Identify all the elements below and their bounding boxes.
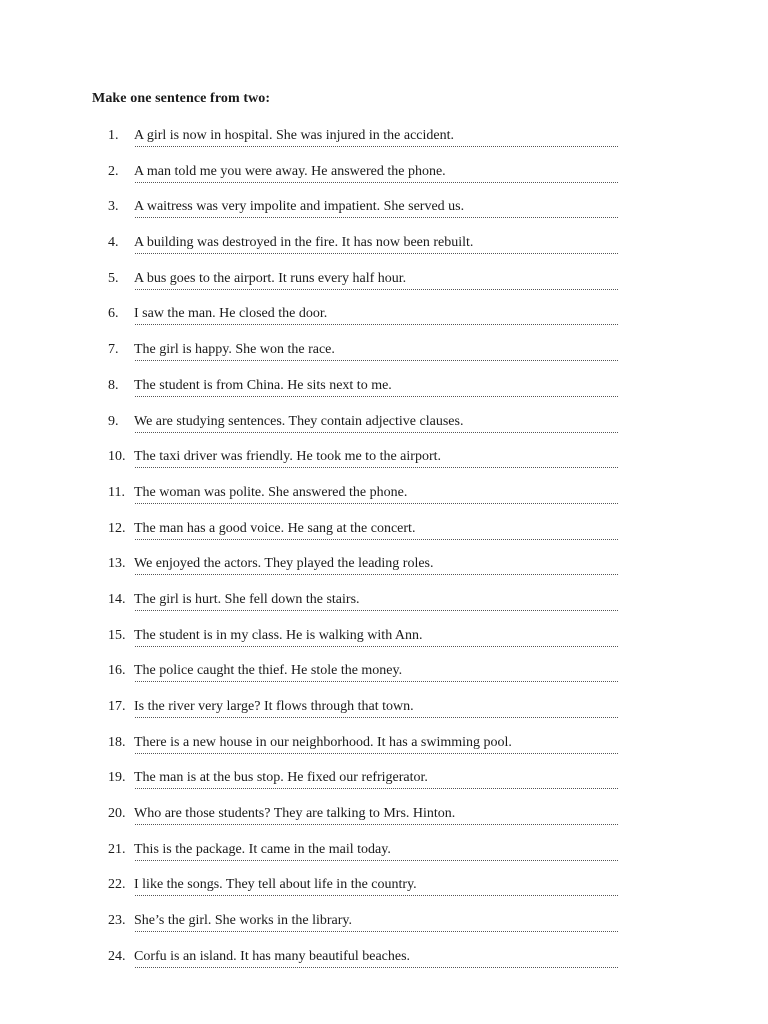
item-sentence: Is the river very large? It flows through that town. (134, 699, 414, 714)
item-number: 17. (108, 699, 126, 714)
item-number: 18. (108, 734, 126, 750)
answer-dotted-line (135, 182, 618, 183)
item-sentence: A bus goes to the airport. It runs every half hour. (134, 270, 407, 286)
item-sentence: I like the songs. They tell about life in the country. (134, 877, 417, 893)
exercise-item (0, 734, 768, 770)
answer-dotted-line (135, 574, 618, 575)
item-number: 4. (108, 235, 119, 251)
answer-dotted-line (135, 146, 618, 147)
answer-dotted-line (135, 289, 618, 290)
answer-dotted-line (135, 717, 618, 718)
item-sentence: The woman was polite. She answered the phone. (134, 484, 408, 500)
answer-dotted-line (135, 539, 618, 540)
item-number: 6. (108, 306, 119, 322)
item-sentence: The man is at the bus stop. He fixed our refrigerator. (134, 770, 428, 786)
item-sentence: A waitress was very impolite and impatient. She served us. (134, 199, 465, 215)
exercise-item (0, 841, 768, 877)
item-number: 7. (108, 342, 119, 358)
exercise-list (0, 127, 768, 984)
exercise-item (0, 377, 768, 413)
item-number: 2. (108, 163, 119, 179)
item-number: 20. (108, 806, 126, 822)
exercise-item (0, 591, 768, 627)
answer-dotted-line (135, 681, 618, 682)
item-sentence: The police caught the thief. He stole the money. (134, 663, 403, 679)
item-number: 21. (108, 841, 126, 857)
exercise-item (0, 520, 768, 556)
answer-dotted-line (135, 432, 618, 433)
item-number: 8. (108, 377, 119, 393)
answer-dotted-line (135, 753, 618, 754)
item-sentence: Who are those students? They are talking to Mrs. Hinton. (134, 806, 456, 822)
item-sentence: A building was destroyed in the fire. It has now been rebuilt. (134, 235, 474, 251)
item-sentence: The student is from China. He sits next to me. (134, 377, 392, 393)
item-sentence: A girl is now in hospital. She was injured in the accident. (134, 128, 455, 143)
item-number: 9. (108, 413, 119, 429)
item-number: 16. (108, 663, 126, 679)
item-sentence: The man has a good voice. He sang at the concert. (134, 520, 416, 536)
item-sentence: She’s the girl. She works in the library. (134, 913, 353, 929)
answer-dotted-line (135, 253, 618, 254)
exercise-item (0, 769, 768, 805)
exercise-item (0, 948, 768, 984)
exercise-item (0, 270, 768, 306)
exercise-item (0, 198, 768, 234)
exercise-item (0, 805, 768, 841)
answer-dotted-line (135, 824, 618, 825)
item-number: 3. (108, 199, 119, 215)
item-sentence: The student is in my class. He is walking with Ann. (134, 627, 423, 643)
item-sentence: There is a new house in our neighborhood. It has a swimming pool. (134, 734, 512, 750)
item-number: 10. (108, 449, 126, 465)
item-number: 12. (108, 520, 126, 536)
exercise-item (0, 448, 768, 484)
answer-dotted-line (135, 860, 618, 861)
item-sentence: This is the package. It came in the mail today. (134, 841, 391, 857)
exercise-item (0, 413, 768, 449)
worksheet-title: Make one sentence from two: (92, 91, 271, 106)
exercise-item (0, 698, 768, 734)
item-sentence: The girl is hurt. She fell down the stairs. (134, 591, 360, 607)
item-number: 1. (108, 128, 119, 143)
item-number: 23. (108, 913, 126, 929)
exercise-item (0, 662, 768, 698)
answer-dotted-line (135, 895, 618, 896)
exercise-item (0, 305, 768, 341)
exercise-item (0, 163, 768, 199)
answer-dotted-line (135, 396, 618, 397)
answer-dotted-line (135, 467, 618, 468)
answer-dotted-line (135, 646, 618, 647)
answer-dotted-line (135, 503, 618, 504)
item-sentence: We enjoyed the actors. They played the leading roles. (134, 556, 434, 572)
answer-dotted-line (135, 324, 618, 325)
item-sentence: Corfu is an island. It has many beautiful beaches. (134, 948, 411, 964)
answer-dotted-line (135, 967, 618, 968)
answer-dotted-line (135, 931, 618, 932)
item-sentence: A man told me you were away. He answered the phone. (134, 163, 446, 179)
exercise-item (0, 484, 768, 520)
exercise-item (0, 627, 768, 663)
exercise-item (0, 127, 768, 163)
item-number: 5. (108, 270, 119, 286)
item-number: 14. (108, 591, 126, 607)
exercise-item (0, 234, 768, 270)
item-number: 11. (108, 484, 125, 500)
exercise-item (0, 341, 768, 377)
item-sentence: The girl is happy. She won the race. (134, 342, 335, 358)
item-number: 13. (108, 556, 126, 572)
item-sentence: I saw the man. He closed the door. (134, 306, 328, 322)
answer-dotted-line (135, 360, 618, 361)
exercise-item (0, 912, 768, 948)
item-sentence: We are studying sentences. They contain adjective clauses. (134, 413, 464, 429)
answer-dotted-line (135, 788, 618, 789)
item-number: 19. (108, 770, 126, 786)
exercise-item (0, 876, 768, 912)
item-sentence: The taxi driver was friendly. He took me to the airport. (134, 449, 441, 465)
item-number: 22. (108, 877, 126, 893)
exercise-item (0, 555, 768, 591)
answer-dotted-line (135, 610, 618, 611)
item-number: 24. (108, 948, 126, 964)
item-number: 15. (108, 627, 126, 643)
answer-dotted-line (135, 217, 618, 218)
